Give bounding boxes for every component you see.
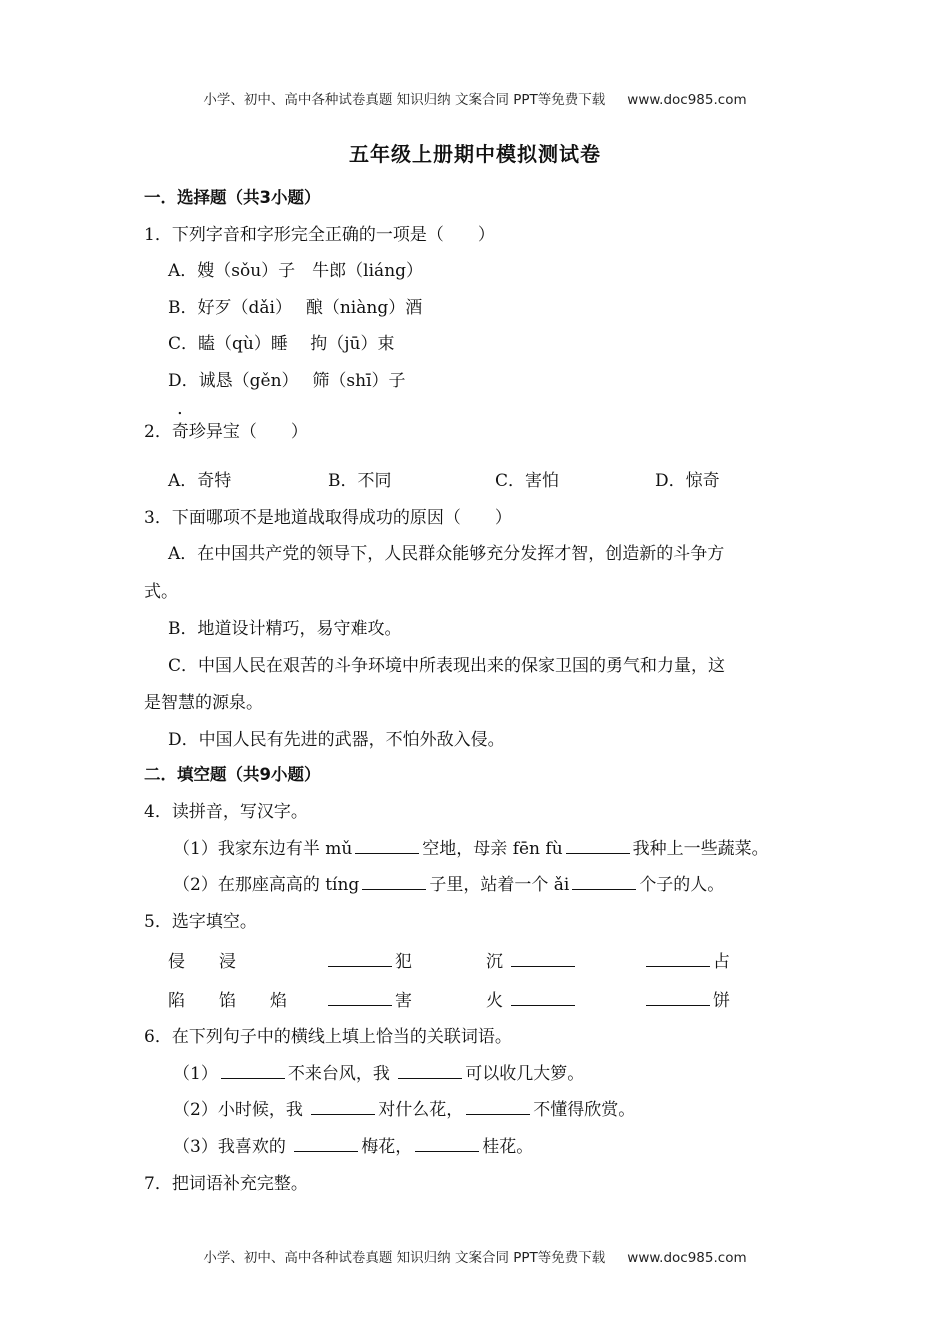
- q3-stem: 3．下面哪项不是地道战取得成功的原因（ ）: [144, 508, 512, 528]
- q5-row1-item1: [325, 950, 412, 974]
- q6-sub2: [173, 1098, 635, 1122]
- q4-sub1: [173, 837, 769, 861]
- q6-sub2-b: 对什么花，: [378, 1100, 464, 1120]
- q3-option-a-line2: 式。: [144, 582, 178, 602]
- q5-stem: 5．选字填空。: [144, 912, 257, 932]
- answer-blank[interactable]: [355, 837, 419, 854]
- q2-option-b: B．不同: [328, 471, 392, 491]
- q1-stem: 1．下列字音和字形完全正确的一项是（ ）: [144, 225, 495, 245]
- section-heading-fill: 二．填空题（共9小题）: [144, 765, 321, 784]
- q1-option-c: C．瞌（qù）睡 拘（jū）束: [168, 334, 395, 354]
- q6-sub1: [173, 1062, 584, 1086]
- q6-sub2-c: 不懂得欣赏。: [533, 1100, 636, 1120]
- page-title: 五年级上册期中模拟测试卷: [349, 142, 601, 166]
- answer-blank[interactable]: [646, 950, 710, 967]
- q5-row1-item1-char: 犯: [395, 952, 412, 972]
- q6-sub3-c: 桂花。: [482, 1137, 534, 1157]
- answer-blank[interactable]: [328, 989, 392, 1006]
- q4-sub1-a: （1）我家东边有半 mǔ: [173, 839, 353, 859]
- q5-row1-item2: [486, 950, 578, 974]
- answer-blank[interactable]: [328, 950, 392, 967]
- answer-blank[interactable]: [398, 1062, 462, 1079]
- q5-row2-item1: [325, 989, 412, 1013]
- answer-blank[interactable]: [311, 1098, 375, 1115]
- q4-sub2-a: （2）在那座高高的 tíng: [173, 875, 360, 895]
- section-heading-choice: 一．选择题（共3小题）: [144, 188, 321, 207]
- q5-row1-item2-char: 沉: [486, 952, 503, 972]
- q7-stem: 7．把词语补充完整。: [144, 1174, 308, 1194]
- page-footer: [0, 1246, 950, 1266]
- answer-blank[interactable]: [511, 989, 575, 1006]
- q3-option-d: D．中国人民有先进的武器，不怕外敌入侵。: [168, 730, 505, 750]
- q5-row2-choices: 陷 馅 焰: [168, 991, 287, 1011]
- q1-option-d: D．诚恳（gěn） 筛（shī）子: [168, 371, 406, 391]
- q5-row1-choices: 侵 浸: [168, 952, 236, 972]
- q5-row2-item3-char: 饼: [713, 991, 730, 1011]
- q6-sub1-b: 不来台风，我: [287, 1064, 390, 1084]
- answer-blank[interactable]: [466, 1098, 530, 1115]
- q4-stem: 4．读拼音，写汉字。: [144, 802, 308, 822]
- q2-option-a: A．奇特: [168, 471, 232, 491]
- answer-blank[interactable]: [362, 873, 426, 890]
- q3-option-b: B．地道设计精巧，易守难攻。: [168, 619, 402, 639]
- q6-sub2-a: （2）小时候，我: [173, 1100, 303, 1120]
- q4-sub1-b: 空地，母亲 fēn fù: [422, 839, 563, 859]
- q2-stem: 2．奇珍异宝（ ）: [144, 422, 308, 442]
- q6-sub3-a: （3）我喜欢的: [173, 1137, 286, 1157]
- q2-option-c: C．害怕: [495, 471, 560, 491]
- footer-text: 小学、初中、高中各种试卷真题 知识归纳 文案合同 PPT等免费下载: [203, 1250, 606, 1266]
- q4-sub1-c: 我种上一些蔬菜。: [632, 839, 769, 859]
- q1-option-b: B．好歹（dǎi） 酿（niàng）酒: [168, 298, 423, 318]
- answer-blank[interactable]: [511, 950, 575, 967]
- answer-blank[interactable]: [294, 1135, 358, 1152]
- q6-sub1-c: 可以收几大箩。: [465, 1064, 585, 1084]
- q2-option-d: D．惊奇: [655, 471, 720, 491]
- answer-blank[interactable]: [221, 1062, 285, 1079]
- emphasis-dot: .: [177, 398, 183, 419]
- q6-sub1-a: （1）: [173, 1064, 218, 1084]
- answer-blank[interactable]: [415, 1135, 479, 1152]
- q4-sub2-b: 子里，站着一个 ǎi: [429, 875, 570, 895]
- q6-sub3-b: 梅花，: [361, 1137, 413, 1157]
- footer-site-link[interactable]: www.doc985.com: [627, 1250, 747, 1266]
- q4-sub2-c: 个子的人。: [639, 875, 725, 895]
- answer-blank[interactable]: [646, 989, 710, 1006]
- page-header: [0, 88, 950, 108]
- q5-row2-item1-char: 害: [395, 991, 412, 1011]
- q6-stem: 6．在下列句子中的横线上填上恰当的关联词语。: [144, 1027, 512, 1047]
- header-text: 小学、初中、高中各种试卷真题 知识归纳 文案合同 PPT等免费下载: [203, 92, 606, 108]
- q4-sub2: [173, 873, 724, 897]
- q3-option-c-line1: C．中国人民在艰苦的斗争环境中所表现出来的保家卫国的勇气和力量，这: [168, 656, 726, 676]
- q5-row2-item3: [643, 989, 730, 1013]
- q5-row1-item3: [643, 950, 730, 974]
- q3-option-c-line2: 是智慧的源泉。: [144, 693, 263, 713]
- q5-row2-item2: [486, 989, 578, 1013]
- answer-blank[interactable]: [566, 837, 630, 854]
- q1-option-a: A．嫂（sǒu）子 牛郎（liáng）: [168, 261, 424, 281]
- header-site-link[interactable]: www.doc985.com: [627, 92, 747, 108]
- q5-row1-item3-char: 占: [713, 952, 730, 972]
- q5-row2-item2-char: 火: [486, 991, 503, 1011]
- q6-sub3: [173, 1135, 533, 1159]
- q3-option-a-line1: A．在中国共产党的领导下，人民群众能够充分发挥才智，创造新的斗争方: [168, 544, 725, 564]
- answer-blank[interactable]: [572, 873, 636, 890]
